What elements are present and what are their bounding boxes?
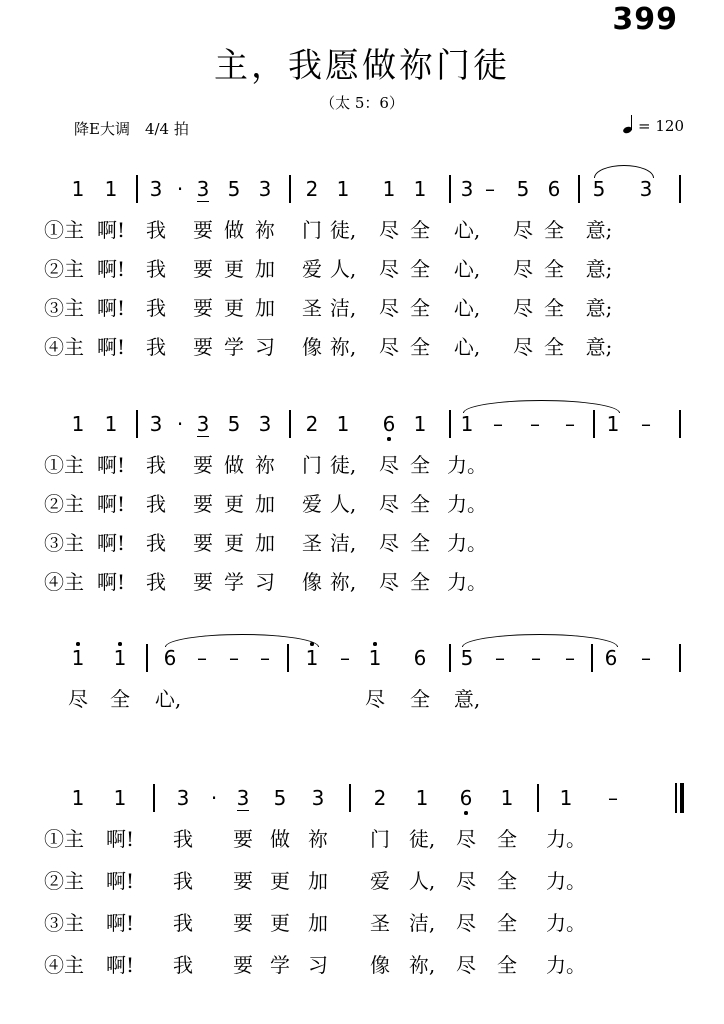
note: 1 bbox=[368, 646, 382, 670]
note: 3 bbox=[311, 786, 325, 810]
note: 1 bbox=[104, 177, 118, 201]
bar-line bbox=[591, 644, 593, 672]
sustain-dash: – bbox=[565, 646, 575, 670]
lyric-word: 祢 bbox=[255, 453, 275, 477]
lyric-word: 全 bbox=[497, 953, 517, 977]
lyric-word: 学 bbox=[270, 953, 290, 977]
lyric-word: 洁, bbox=[329, 296, 357, 320]
note: 3 bbox=[460, 177, 474, 201]
note: 1 bbox=[113, 786, 127, 810]
bar-line bbox=[289, 175, 291, 203]
lyric-word: 做 bbox=[224, 453, 244, 477]
chorus-lyric: 尽 bbox=[365, 687, 385, 711]
lyric-word: 啊! bbox=[105, 911, 135, 935]
lyric-word: 要 bbox=[193, 257, 213, 281]
lyric-word: 更 bbox=[224, 492, 244, 516]
lyric-word: 啊! bbox=[105, 827, 135, 851]
note: 1 bbox=[559, 786, 573, 810]
lyric-word: 心, bbox=[453, 335, 481, 359]
sustain-dash: – bbox=[641, 646, 651, 670]
sustain-dash: – bbox=[260, 646, 270, 670]
bar-line bbox=[449, 410, 451, 438]
lyric-word: 人, bbox=[329, 257, 357, 281]
lyric-word: 力。 bbox=[546, 827, 586, 851]
lyric-word: 门 bbox=[302, 453, 322, 477]
lyric-word: 学 bbox=[224, 570, 244, 594]
lyric-word: 意; bbox=[585, 257, 613, 281]
lyric-word: 人, bbox=[408, 869, 436, 893]
note: 5 bbox=[273, 786, 287, 810]
hymn-number: 399 bbox=[612, 2, 678, 37]
lyric-word: 啊! bbox=[96, 335, 126, 359]
note: 3 bbox=[258, 412, 272, 436]
page-title: 主，我愿做祢门徒 bbox=[214, 46, 510, 86]
bar-line bbox=[349, 784, 351, 812]
note: 3 bbox=[196, 177, 210, 201]
lyric-word: 徒, bbox=[329, 218, 357, 242]
lyric-word: 徒, bbox=[329, 453, 357, 477]
note: 1 bbox=[71, 412, 85, 436]
sustain-dash: – bbox=[495, 646, 505, 670]
lyric-word: 尽 bbox=[456, 827, 476, 851]
note: 1 bbox=[336, 412, 350, 436]
tempo-marking bbox=[622, 117, 684, 135]
lyric-word: 圣 bbox=[370, 911, 390, 935]
chorus-lyric: 尽 bbox=[68, 687, 88, 711]
lyric-word: 全 bbox=[544, 335, 564, 359]
note: 1 bbox=[413, 177, 427, 201]
lyric-word: 尽 bbox=[379, 335, 399, 359]
lyric-word: 爱 bbox=[370, 869, 390, 893]
note: 3 bbox=[236, 786, 250, 810]
lyric-word: 我 bbox=[173, 911, 193, 935]
note: 1 bbox=[104, 412, 118, 436]
quarter-note-icon bbox=[622, 117, 636, 133]
lyric-word: 啊! bbox=[96, 218, 126, 242]
lyric-word: 全 bbox=[410, 218, 430, 242]
lyric-word: 做 bbox=[270, 827, 290, 851]
lyric-word: 更 bbox=[224, 531, 244, 555]
final-bar-thin bbox=[675, 783, 677, 813]
lyric-verse-3: ③主 bbox=[44, 296, 84, 320]
lyric-verse-3: ③主 bbox=[44, 531, 84, 555]
chorus-lyric: 意, bbox=[453, 687, 481, 711]
tempo-value: = 120 bbox=[638, 117, 684, 135]
octave-high-dot bbox=[118, 642, 122, 646]
chorus-lyric: 全 bbox=[410, 687, 430, 711]
bar-line bbox=[537, 784, 539, 812]
lyric-word: 我 bbox=[146, 218, 166, 242]
lyric-word: 要 bbox=[193, 531, 213, 555]
note: 1 bbox=[71, 177, 85, 201]
note: 1 bbox=[415, 786, 429, 810]
lyric-word: 加 bbox=[255, 492, 275, 516]
sustain-dash: – bbox=[608, 786, 618, 810]
bar-line bbox=[449, 175, 451, 203]
dotted-rhythm: · bbox=[176, 412, 184, 436]
bar-line bbox=[289, 410, 291, 438]
lyric-word: 尽 bbox=[379, 531, 399, 555]
lyric-word: 祢, bbox=[329, 335, 357, 359]
lyric-word: 更 bbox=[270, 911, 290, 935]
lyric-word: 祢 bbox=[308, 827, 328, 851]
bar-line bbox=[679, 175, 681, 203]
note: 6 bbox=[413, 646, 427, 670]
lyric-word: 全 bbox=[497, 827, 517, 851]
lyric-verse-1: ①主 bbox=[44, 827, 84, 851]
lyric-word: 我 bbox=[173, 953, 193, 977]
final-bar-thick bbox=[680, 783, 684, 813]
note: 5 bbox=[516, 177, 530, 201]
lyric-word: 啊! bbox=[96, 257, 126, 281]
note: 2 bbox=[305, 412, 319, 436]
lyric-word: 要 bbox=[193, 570, 213, 594]
lyric-word: 学 bbox=[224, 335, 244, 359]
lyric-word: 全 bbox=[410, 531, 430, 555]
note: 5 bbox=[227, 177, 241, 201]
lyric-word: 圣 bbox=[302, 531, 322, 555]
lyric-word: 加 bbox=[308, 869, 328, 893]
sustain-dash: – bbox=[531, 646, 541, 670]
lyric-word: 习 bbox=[255, 335, 275, 359]
octave-high-dot bbox=[76, 642, 80, 646]
lyric-word: 尽 bbox=[379, 570, 399, 594]
dotted-rhythm: · bbox=[176, 177, 184, 201]
lyric-word: 尽 bbox=[379, 218, 399, 242]
lyric-word: 尽 bbox=[513, 257, 533, 281]
note: 1 bbox=[71, 786, 85, 810]
lyric-word: 啊! bbox=[105, 869, 135, 893]
sustain-dash: – bbox=[530, 412, 540, 436]
note: 2 bbox=[305, 177, 319, 201]
lyric-word: 尽 bbox=[379, 492, 399, 516]
lyric-word: 全 bbox=[410, 257, 430, 281]
lyric-word: 像 bbox=[302, 570, 322, 594]
bar-line bbox=[153, 784, 155, 812]
octave-low-dot bbox=[464, 811, 468, 815]
lyric-verse-4: ④主 bbox=[44, 953, 84, 977]
eighth-underline bbox=[197, 201, 209, 202]
note: 6 bbox=[547, 177, 561, 201]
note: 5 bbox=[460, 646, 474, 670]
note: 3 bbox=[149, 177, 163, 201]
lyric-word: 加 bbox=[255, 257, 275, 281]
chorus-lyric: 全 bbox=[110, 687, 130, 711]
lyric-word: 我 bbox=[146, 492, 166, 516]
lyric-word: 尽 bbox=[456, 953, 476, 977]
lyric-word: 加 bbox=[255, 296, 275, 320]
lyric-word: 要 bbox=[233, 869, 253, 893]
lyric-word: 心, bbox=[453, 218, 481, 242]
bar-line bbox=[679, 644, 681, 672]
sustain-dash: – bbox=[485, 177, 495, 201]
lyric-word: 像 bbox=[370, 953, 390, 977]
lyric-word: 要 bbox=[193, 218, 213, 242]
lyric-word: 啊! bbox=[96, 570, 126, 594]
lyric-word: 我 bbox=[146, 257, 166, 281]
octave-high-dot bbox=[310, 642, 314, 646]
lyric-word: 做 bbox=[224, 218, 244, 242]
lyric-word: 全 bbox=[497, 911, 517, 935]
bar-line bbox=[578, 175, 580, 203]
lyric-word: 门 bbox=[302, 218, 322, 242]
bar-line bbox=[679, 410, 681, 438]
lyric-word: 尽 bbox=[379, 257, 399, 281]
note: 1 bbox=[382, 177, 396, 201]
lyric-word: 尽 bbox=[379, 453, 399, 477]
lyric-word: 我 bbox=[146, 531, 166, 555]
lyric-verse-2: ②主 bbox=[44, 257, 84, 281]
note: 6 bbox=[459, 786, 473, 810]
dotted-rhythm: · bbox=[210, 786, 218, 810]
lyric-word: 意; bbox=[585, 218, 613, 242]
octave-low-dot bbox=[387, 437, 391, 441]
note: 3 bbox=[639, 177, 653, 201]
chorus-lyric: 心, bbox=[154, 687, 182, 711]
lyric-word: 尽 bbox=[513, 296, 533, 320]
note: 3 bbox=[196, 412, 210, 436]
octave-high-dot bbox=[373, 642, 377, 646]
lyric-word: 要 bbox=[193, 492, 213, 516]
lyric-word: 要 bbox=[193, 335, 213, 359]
bar-line bbox=[146, 644, 148, 672]
lyric-verse-3: ③主 bbox=[44, 911, 84, 935]
lyric-word: 尽 bbox=[513, 335, 533, 359]
lyric-word: 要 bbox=[233, 827, 253, 851]
bar-line bbox=[593, 410, 595, 438]
lyric-word: 爱 bbox=[302, 492, 322, 516]
lyric-word: 尽 bbox=[456, 869, 476, 893]
lyric-word: 我 bbox=[146, 335, 166, 359]
tie-slur bbox=[165, 634, 319, 647]
lyric-word: 尽 bbox=[456, 911, 476, 935]
lyric-word: 要 bbox=[193, 453, 213, 477]
lyric-word: 祢, bbox=[408, 953, 436, 977]
note: 1 bbox=[336, 177, 350, 201]
lyric-verse-4: ④主 bbox=[44, 335, 84, 359]
lyric-word: 意; bbox=[585, 335, 613, 359]
tie-slur bbox=[463, 400, 620, 413]
lyric-word: 全 bbox=[410, 570, 430, 594]
lyric-word: 啊! bbox=[96, 492, 126, 516]
lyric-word: 门 bbox=[370, 827, 390, 851]
lyric-word: 啊! bbox=[105, 953, 135, 977]
lyric-word: 我 bbox=[173, 869, 193, 893]
note: 6 bbox=[604, 646, 618, 670]
eighth-underline bbox=[197, 436, 209, 437]
lyric-word: 更 bbox=[224, 296, 244, 320]
lyric-verse-2: ②主 bbox=[44, 869, 84, 893]
note: 3 bbox=[176, 786, 190, 810]
note: 1 bbox=[500, 786, 514, 810]
lyric-word: 我 bbox=[173, 827, 193, 851]
lyric-word: 力。 bbox=[447, 453, 487, 477]
note: 1 bbox=[606, 412, 620, 436]
lyric-word: 啊! bbox=[96, 531, 126, 555]
lyric-word: 意; bbox=[585, 296, 613, 320]
lyric-word: 人, bbox=[329, 492, 357, 516]
note: 3 bbox=[258, 177, 272, 201]
note: 1 bbox=[460, 412, 474, 436]
sustain-dash: – bbox=[641, 412, 651, 436]
lyric-word: 祢 bbox=[255, 218, 275, 242]
scripture-reference: （太 5：6） bbox=[320, 94, 404, 112]
sustain-dash: – bbox=[565, 412, 575, 436]
lyric-word: 全 bbox=[544, 218, 564, 242]
lyric-word: 心, bbox=[453, 296, 481, 320]
note: 5 bbox=[227, 412, 241, 436]
lyric-verse-4: ④主 bbox=[44, 570, 84, 594]
lyric-word: 要 bbox=[233, 953, 253, 977]
lyric-word: 全 bbox=[410, 335, 430, 359]
bar-line bbox=[449, 644, 451, 672]
lyric-word: 全 bbox=[410, 296, 430, 320]
lyric-word: 加 bbox=[308, 911, 328, 935]
lyric-word: 加 bbox=[255, 531, 275, 555]
lyric-word: 要 bbox=[233, 911, 253, 935]
lyric-verse-1: ①主 bbox=[44, 218, 84, 242]
lyric-word: 力。 bbox=[546, 911, 586, 935]
lyric-word: 洁, bbox=[329, 531, 357, 555]
lyric-word: 祢, bbox=[329, 570, 357, 594]
lyric-word: 力。 bbox=[447, 492, 487, 516]
sustain-dash: – bbox=[229, 646, 239, 670]
lyric-verse-1: ①主 bbox=[44, 453, 84, 477]
lyric-word: 要 bbox=[193, 296, 213, 320]
lyric-verse-2: ②主 bbox=[44, 492, 84, 516]
note: 2 bbox=[373, 786, 387, 810]
lyric-word: 心, bbox=[453, 257, 481, 281]
bar-line bbox=[136, 410, 138, 438]
bar-line bbox=[136, 175, 138, 203]
lyric-word: 像 bbox=[302, 335, 322, 359]
lyric-word: 习 bbox=[255, 570, 275, 594]
lyric-word: 爱 bbox=[302, 257, 322, 281]
note: 6 bbox=[163, 646, 177, 670]
sustain-dash: – bbox=[197, 646, 207, 670]
note: 5 bbox=[592, 177, 606, 201]
note: 3 bbox=[149, 412, 163, 436]
lyric-word: 尽 bbox=[513, 218, 533, 242]
lyric-word: 习 bbox=[308, 953, 328, 977]
lyric-word: 力。 bbox=[546, 953, 586, 977]
lyric-word: 全 bbox=[410, 453, 430, 477]
bar-line bbox=[287, 644, 289, 672]
lyric-word: 洁, bbox=[408, 911, 436, 935]
key-signature: 降E大调 4/4 拍 bbox=[74, 120, 189, 138]
lyric-word: 力。 bbox=[447, 570, 487, 594]
lyric-word: 力。 bbox=[447, 531, 487, 555]
sustain-dash: – bbox=[340, 646, 350, 670]
lyric-word: 更 bbox=[270, 869, 290, 893]
lyric-word: 我 bbox=[146, 453, 166, 477]
lyric-word: 徒, bbox=[408, 827, 436, 851]
lyric-word: 全 bbox=[544, 257, 564, 281]
lyric-word: 更 bbox=[224, 257, 244, 281]
lyric-word: 我 bbox=[146, 570, 166, 594]
note: 1 bbox=[413, 412, 427, 436]
note: 6 bbox=[382, 412, 396, 436]
lyric-word: 尽 bbox=[379, 296, 399, 320]
note: 1 bbox=[305, 646, 319, 670]
lyric-word: 啊! bbox=[96, 296, 126, 320]
sustain-dash: – bbox=[493, 412, 503, 436]
lyric-word: 全 bbox=[497, 869, 517, 893]
lyric-word: 全 bbox=[544, 296, 564, 320]
note: 1 bbox=[113, 646, 127, 670]
lyric-word: 圣 bbox=[302, 296, 322, 320]
lyric-word: 啊! bbox=[96, 453, 126, 477]
lyric-word: 全 bbox=[410, 492, 430, 516]
note: 1 bbox=[71, 646, 85, 670]
lyric-word: 力。 bbox=[546, 869, 586, 893]
lyric-word: 我 bbox=[146, 296, 166, 320]
eighth-underline bbox=[237, 810, 249, 811]
